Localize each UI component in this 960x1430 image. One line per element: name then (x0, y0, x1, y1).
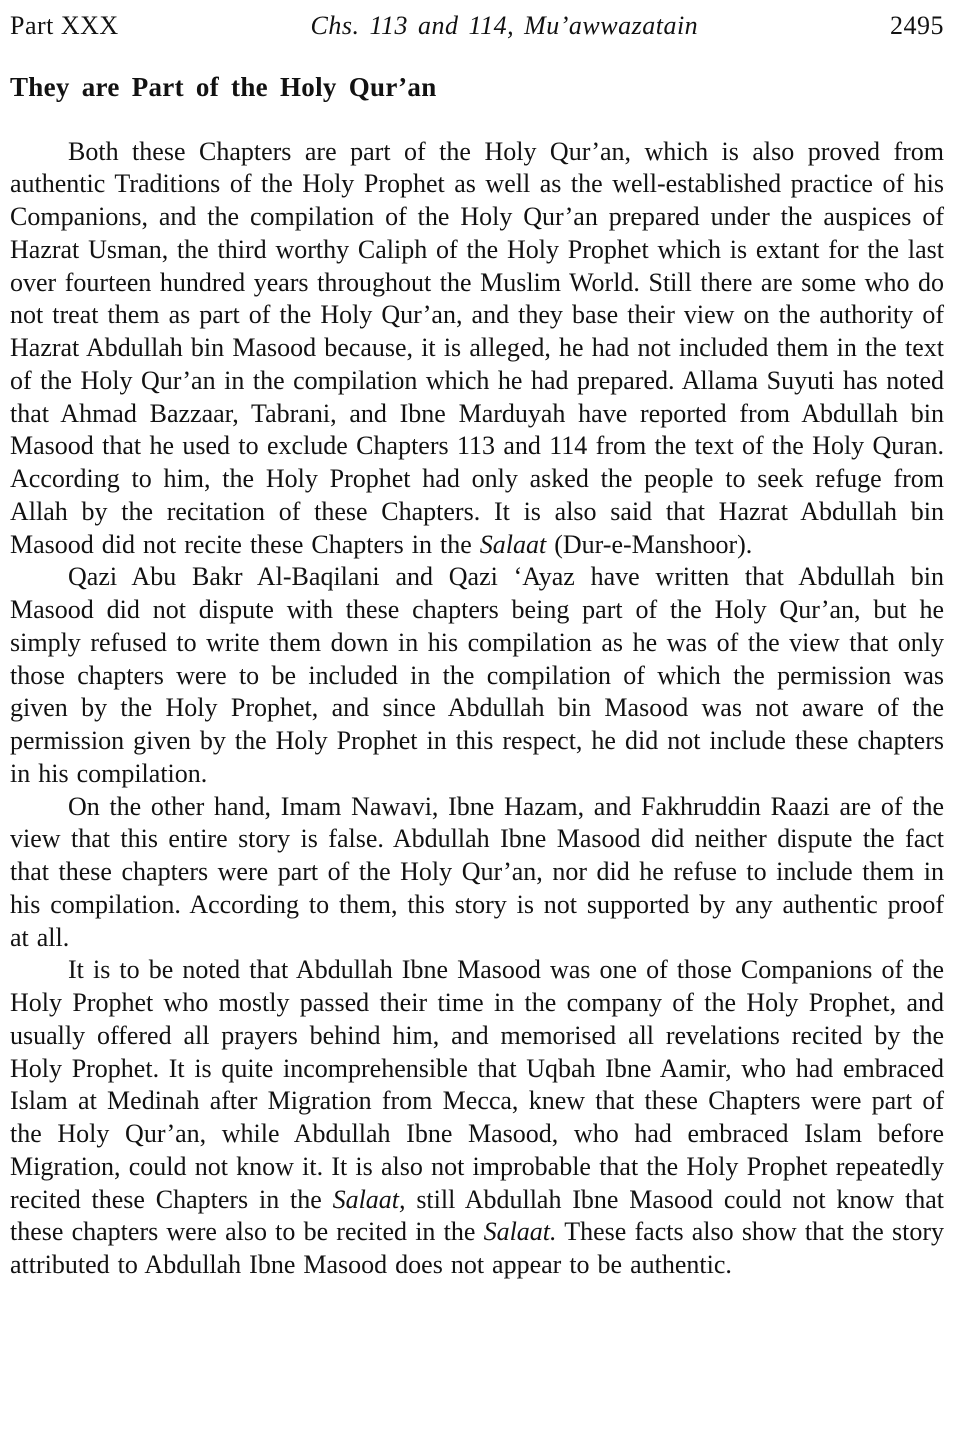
text-segment: Qazi Abu Bakr Al-Baqilani and Qazi ‘Ayaz have written that Abdullah bin Masood did not dispute with these chapters being part of the Holy Qur’an, but he simply refused to write them down in his compilation as he was of the view that only those chapters were to be included in the compilation of which the permission was given by the Holy Prophet, and since Abdullah bin Masood was not aware of the permission given by the Holy Prophet in this respect, he did not include these chapters in his compilation. (10, 562, 944, 788)
section-heading: They are Part of the Holy Qur’an (10, 72, 437, 103)
text-segment: still Abdullah Ibne Masood could not know that these chapters were also to be recited in the (10, 1184, 944, 1247)
page-header (10, 10, 944, 41)
paragraph (10, 136, 944, 562)
paragraph (10, 954, 944, 1282)
body-text (10, 136, 944, 1282)
paragraph (10, 561, 944, 790)
italic-text: Salaat, (332, 1184, 406, 1214)
part-label: Part XXX (10, 11, 119, 40)
running-title: Chs. 113 and 114, Mu’awwazatain (310, 11, 699, 40)
page-number: 2495 (889, 11, 944, 40)
paragraph (10, 791, 944, 955)
text-segment: On the other hand, Imam Nawavi, Ibne Hazam, and Fakhruddin Raazi are of the view that this entire story is false. Abdullah Ibne Masood did neither dispute the fact that these chapters were part of the Holy Qur’an, nor did he refuse to include them in his compilation. According to them, this story is not supported by any authentic proof at all. (10, 791, 944, 952)
text-segment: (Dur-e-Manshoor). (546, 529, 753, 559)
text-segment: Both these Chapters are part of the Holy Qur’an, which is also proved from authentic Traditions of the Holy Prophet as well as the well-established practice of his Companions, and the compilation of the Holy Qur’an prepared under the auspices of Hazrat Usman, the third worthy Caliph of the Holy Prophet which is extant for the last over fourteen hundred years throughout the Muslim World. Still there are some who do not treat them as part of the Holy Qur’an, and they base their view on the authority of Hazrat Abdullah bin Masood because, it is alleged, he had not included them in the text of the Holy Qur’an in the compilation which he had prepared. Allama Suyuti has noted that Ahmad Bazzaar, Tabrani, and Ibne Marduyah have reported from Abdullah bin Masood that he used to exclude Chapters 113 and 114 from the text of the Holy Quran. According to him, the Holy Prophet had only asked the people to seek refuge from Allah by the recitation of these Chapters. It is also said that Hazrat Abdullah bin Masood did not recite these Chapters in the (10, 136, 944, 559)
text-segment: It is to be noted that Abdullah Ibne Masood was one of those Companions of the Holy Prophet who mostly passed their time in the company of the Holy Prophet, and usually offered all prayers behind him, and memorised all revelations recited by the Holy Prophet. It is quite incomprehensible that Uqbah Ibne Aamir, who had embraced Islam at Medinah after Migration from Mecca, knew that these Chapters were part of the Holy Qur’an, while Abdullah Ibne Masood, who had embraced Islam before Migration, could not know it. It is also not improbable that the Holy Prophet repeatedly recited these Chapters in the (10, 955, 944, 1214)
italic-text: Salaat. (483, 1217, 557, 1247)
text-segment: These facts also show that the story attributed to Abdullah Ibne Masood does not appear to be authentic. (10, 1217, 945, 1280)
italic-text: Salaat (479, 529, 547, 559)
